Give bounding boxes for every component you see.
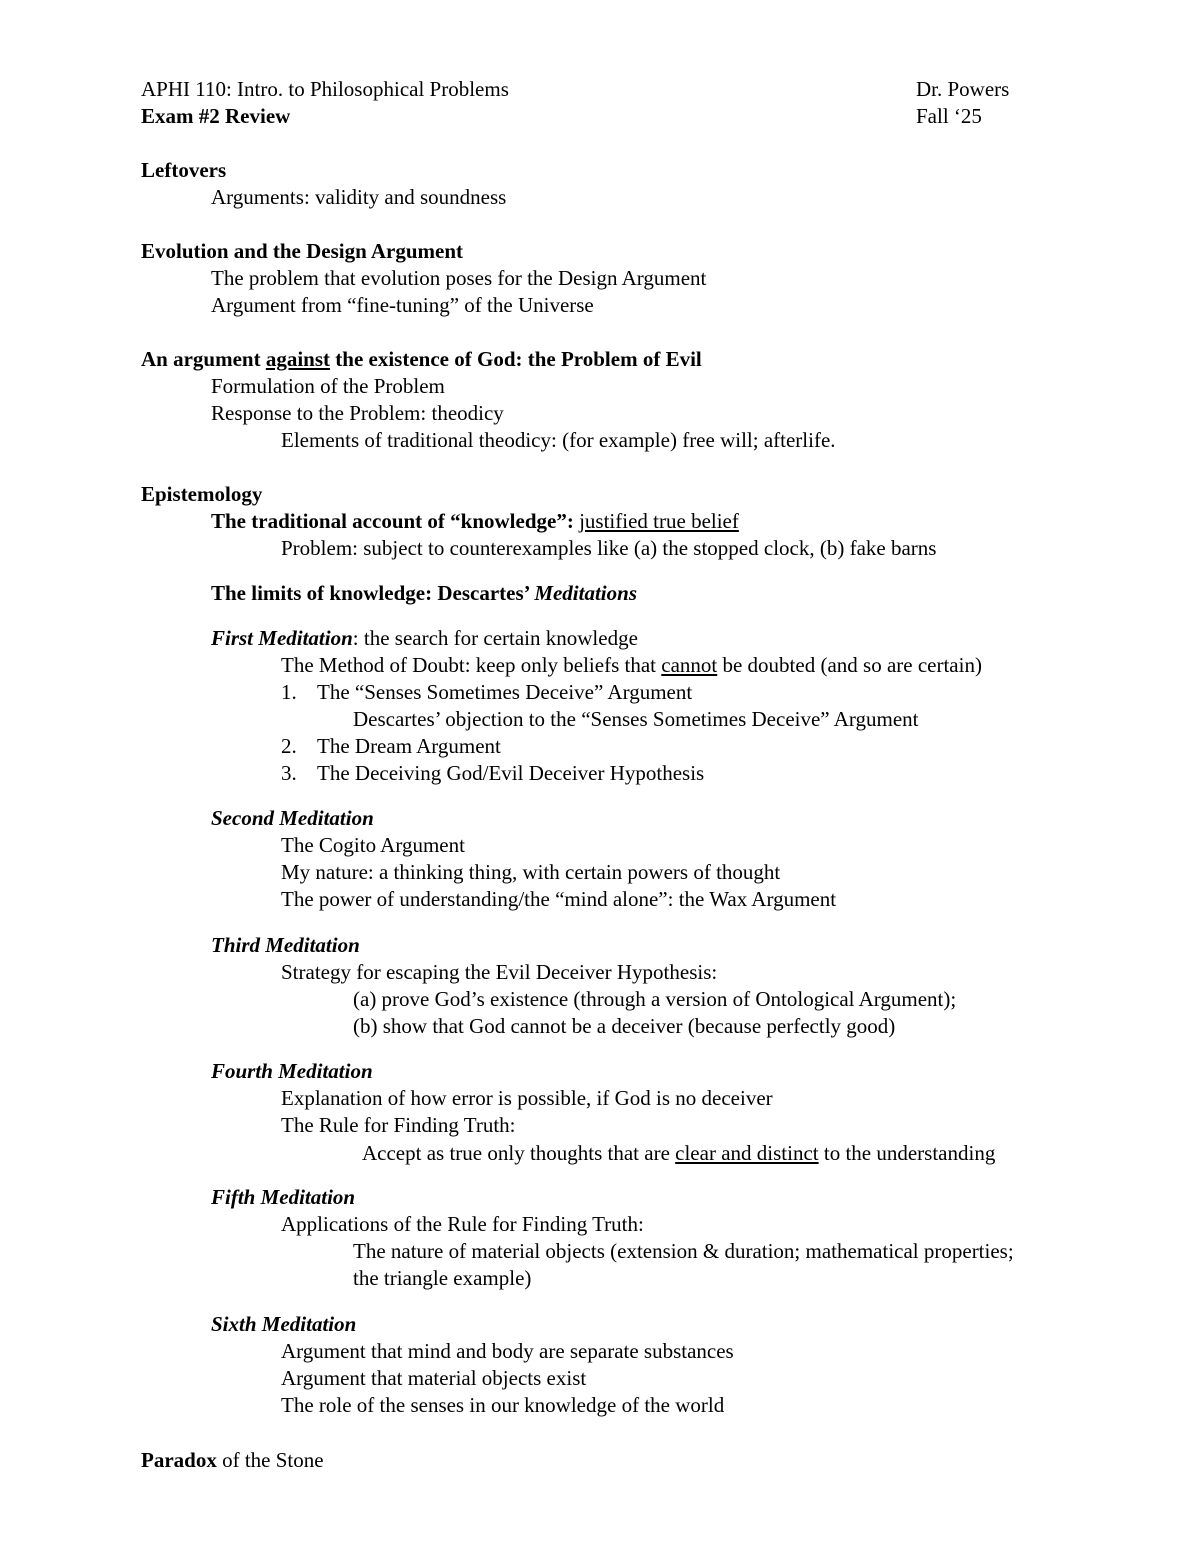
document-title: Exam #2 Review — [141, 104, 291, 128]
term: Fall ‘25 — [916, 104, 982, 128]
design-item: The problem that evolution poses for the Design Argument — [211, 266, 707, 290]
paradox-line: Paradox of the Stone — [141, 1448, 324, 1472]
third-item: Strategy for escaping the Evil Deceiver Hypothesis: — [281, 960, 718, 984]
limits-heading: The limits of knowledge: Descartes’ Meditations — [211, 581, 637, 605]
list-subitem: Descartes’ objection to the “Senses Sometimes Deceive” Argument — [353, 707, 919, 731]
sixth-item: Argument that mind and body are separate substances — [281, 1339, 734, 1363]
section-heading-evil: An argument against the existence of God: the Problem of Evil — [141, 347, 702, 371]
second-meditation-heading: Second Meditation — [211, 806, 374, 830]
evil-item: Formulation of the Problem — [211, 374, 445, 398]
fifth-subitem: the triangle example) — [353, 1266, 532, 1290]
fourth-item: The Rule for Finding Truth: — [281, 1113, 516, 1137]
first-meditation-heading: First Meditation: the search for certain knowledge — [211, 626, 638, 650]
underlined-clear-distinct: clear and distinct — [675, 1141, 819, 1165]
sixth-item: The role of the senses in our knowledge of the world — [281, 1393, 725, 1417]
third-meditation-heading: Third Meditation — [211, 933, 360, 957]
fifth-meditation-heading: Fifth Meditation — [211, 1185, 356, 1209]
third-subitem: (a) prove God’s existence (through a version of Ontological Argument); — [353, 987, 957, 1011]
rule-statement: Accept as true only thoughts that are clear and distinct to the understanding — [362, 1141, 996, 1165]
method-of-doubt: The Method of Doubt: keep only beliefs that cannot be doubted (and so are certain) — [281, 653, 982, 677]
fifth-subitem: The nature of material objects (extension & duration; mathematical properties; — [353, 1239, 1014, 1263]
instructor-name: Dr. Powers — [916, 77, 1010, 101]
section-heading-design: Evolution and the Design Argument — [141, 239, 464, 263]
fifth-item: Applications of the Rule for Finding Truth: — [281, 1212, 644, 1236]
second-item: The Cogito Argument — [281, 833, 465, 857]
underlined-cannot: cannot — [661, 653, 718, 677]
traditional-account: The traditional account of “knowledge”: justified true belief — [211, 509, 739, 533]
second-item: The power of understanding/the “mind alone”: the Wax Argument — [281, 887, 837, 911]
section-heading-epistemology: Epistemology — [141, 482, 263, 506]
design-item: Argument from “fine-tuning” of the Universe — [211, 293, 594, 317]
third-subitem: (b) show that God cannot be a deceiver (because perfectly good) — [353, 1014, 896, 1038]
evil-item: Response to the Problem: theodicy — [211, 401, 504, 425]
second-item: My nature: a thinking thing, with certain powers of thought — [281, 860, 781, 884]
evil-subitem: Elements of traditional theodicy: (for example) free will; afterlife. — [281, 428, 836, 452]
section-heading-leftovers: Leftovers — [141, 158, 227, 182]
traditional-problem: Problem: subject to counterexamples like (a) the stopped clock, (b) fake barns — [281, 536, 937, 560]
fourth-item: Explanation of how error is possible, if God is no deceiver — [281, 1086, 773, 1110]
list-item: 2. The Dream Argument — [281, 734, 501, 758]
sixth-item: Argument that material objects exist — [281, 1366, 587, 1390]
sixth-meditation-heading: Sixth Meditation — [211, 1312, 357, 1336]
leftovers-item: Arguments: validity and soundness — [211, 185, 507, 209]
list-item: 3. The Deceiving God/Evil Deceiver Hypothesis — [281, 761, 705, 785]
course-title: APHI 110: Intro. to Philosophical Problems — [141, 77, 509, 101]
jtb-definition: justified true belief — [579, 509, 739, 533]
fourth-meditation-heading: Fourth Meditation — [211, 1059, 373, 1083]
list-item: 1. The “Senses Sometimes Deceive” Argument — [281, 680, 693, 704]
underlined-against: against — [265, 347, 331, 371]
